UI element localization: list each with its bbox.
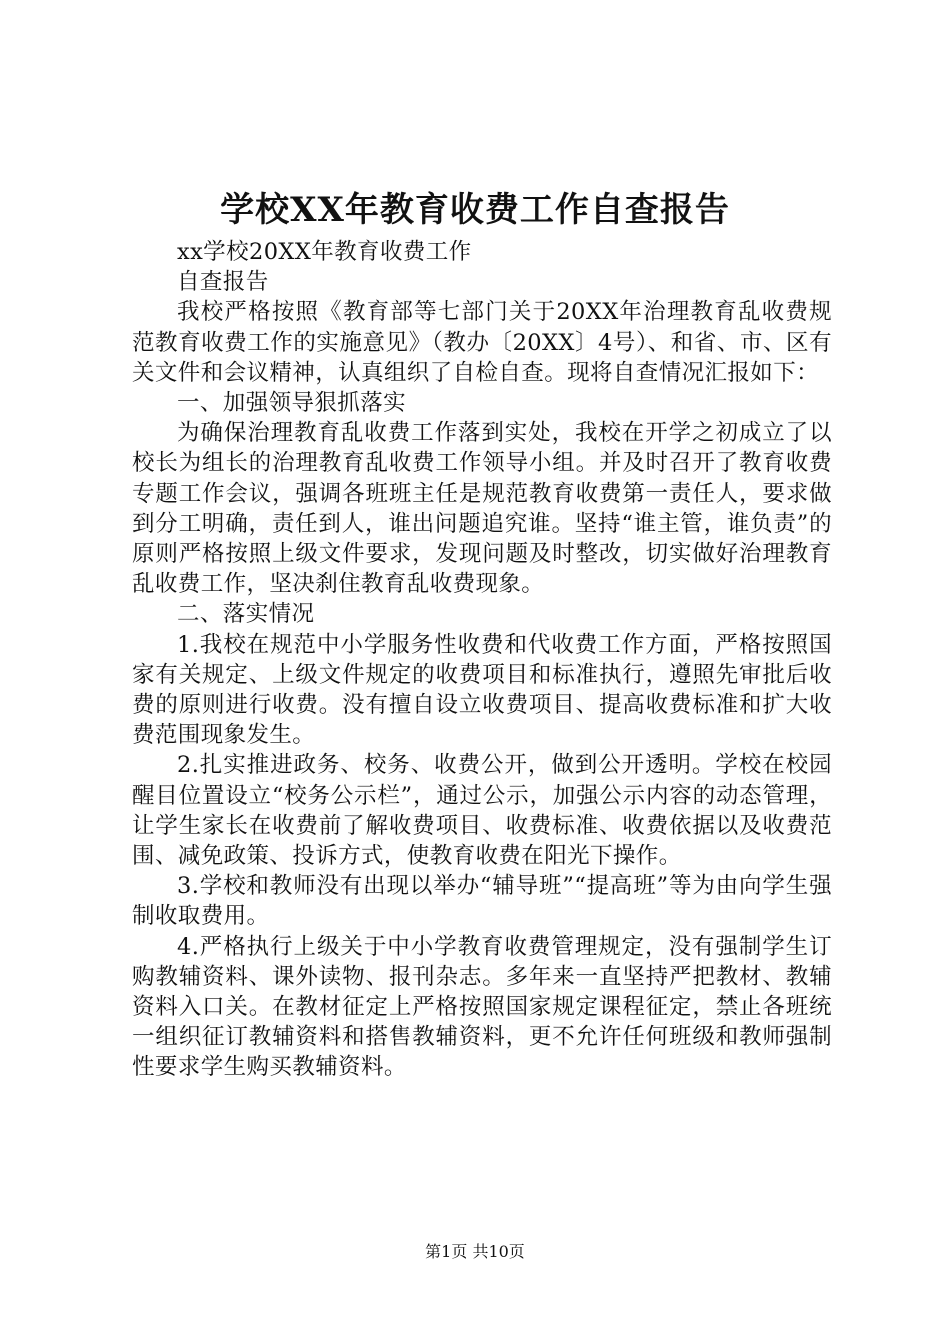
document-title: 学校XX年教育收费工作自查报告 xyxy=(220,190,730,230)
page-footer: 第1页 共10页 xyxy=(425,1242,525,1261)
paragraph-section-1: 为确保治理教育乱收费工作落到实处，我校在开学之初成立了以校长为组长的治理教育乱收费工作领导小组。并及时召开了教育收费专题工作会议，强调各班班主任是规范教育收费第一责任人，要求做到分工明确，责任到人，谁出问题追究谁。坚持“谁主管，谁负责”的原则严格按照上级文件要求，发现问题及时整改，切实做好治理教育乱收费工作，坚决刹住教育乱收费现象。 xyxy=(132,420,832,598)
section-heading-1: 一、加强领导狠抓落实 xyxy=(177,390,407,417)
paragraph-subtitle-line-1: xx学校20XX年教育收费工作 xyxy=(177,239,472,265)
paragraph-item-1: 1.我校在规范中小学服务性收费和代收费工作方面，严格按照国家有关规定、上级文件规定的收费项目和标准执行，遵照先审批后收费的原则进行收费。没有擅自设立收费项目、提高收费标准和扩大收费范围现象发生。 xyxy=(132,631,832,749)
paragraph-item-4: 4.严格执行上级关于中小学教育收费管理规定，没有强制学生订购教辅资料、课外读物、报刊杂志。多年来一直坚持严把教材、教辅资料入口关。在教材征定上严格按照国家规定课程征定，禁止各班统一组织征订教辅资料和搭售教辅资料，更不允许任何班级和教师强制性要求学生购买教辅资料。 xyxy=(132,933,832,1081)
paragraph-subtitle-line-2: 自查报告 xyxy=(177,269,269,296)
paragraph-item-3: 3.学校和教师没有出现以举办“辅导班”“提高班”等为由向学生强制收取费用。 xyxy=(132,873,832,930)
paragraph-intro: 我校严格按照《教育部等七部门关于20XX年治理教育乱收费规范教育收费工作的实施意见》（教办〔20XX〕4号）、和省、市、区有关文件和会议精神，认真组织了自检自查。现将自查情况汇报如下： xyxy=(132,299,832,386)
paragraph-item-2: 2.扎实推进政务、校务、收费公开，做到公开透明。学校在校园醒目位置设立“校务公示栏”，通过公示，加强公示内容的动态管理，让学生家长在收费前了解收费项目、收费标准、收费依据以及收费范围、减免政策、投诉方式，使教育收费在阳光下操作。 xyxy=(132,752,832,870)
section-heading-2: 二、落实情况 xyxy=(177,601,315,628)
document-body xyxy=(132,237,832,1083)
